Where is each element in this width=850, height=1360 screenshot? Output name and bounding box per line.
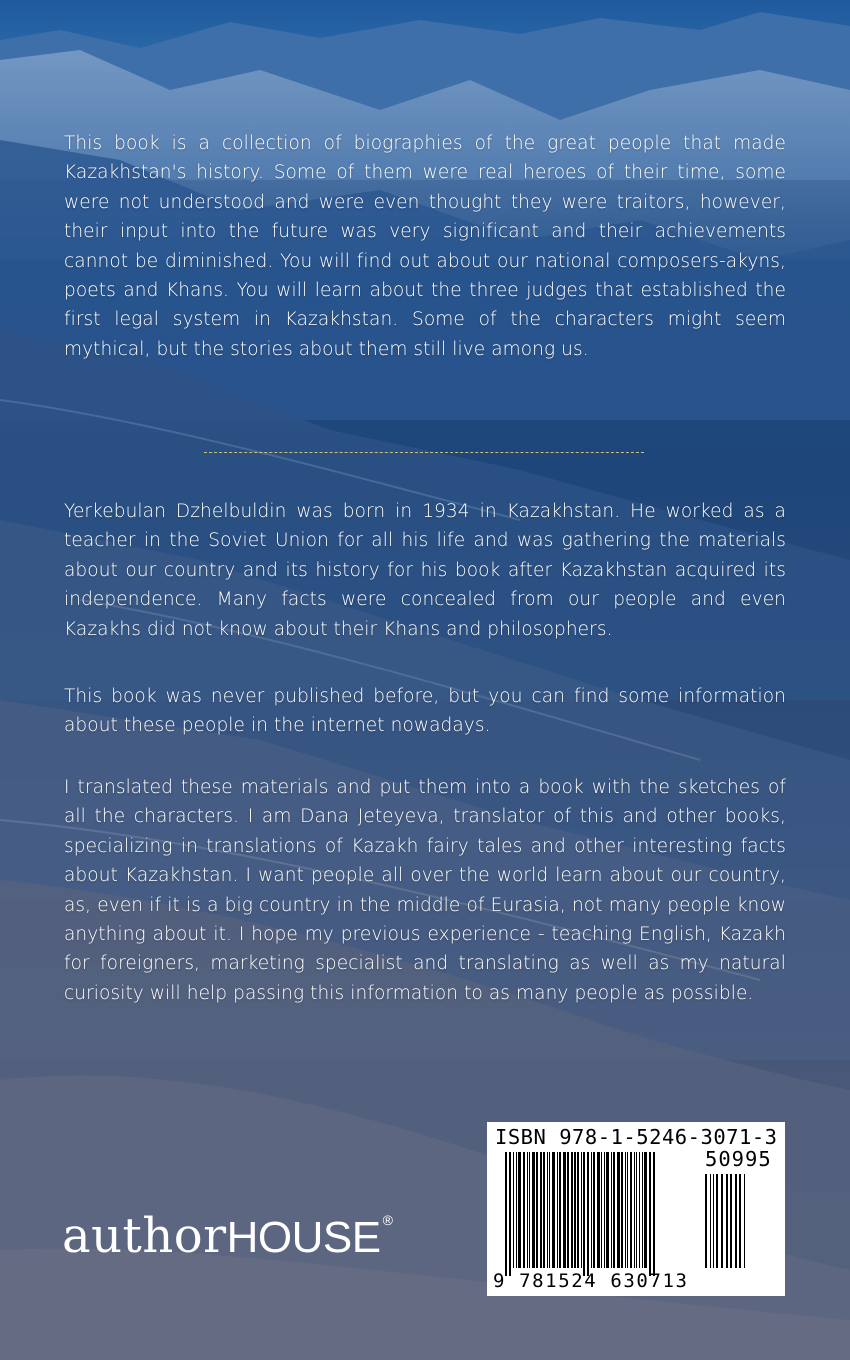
barcode-bar <box>540 1152 542 1268</box>
translator-note: I translated these materials and put them into a book with the sketches of all the characters. I am Dana Jeteyeva, translator of this and other books, specializing in translations of Kazakh fairy tales and other interesting facts about Kazakhstan. I want people all over the world learn about our country, as, even if it is a big country in the middle of Eurasia, not many people know anything about it. I hope my previous experience - teaching English, Kazakh for foreigners, marketing specialist and translating as well as my natural curiosity will help passing this information to as many people as possible. <box>64 777 786 1004</box>
barcode-bar <box>604 1152 605 1268</box>
book-description: This book is a collection of biographies of the great people that made Kazakhstan's history. Some of them were real heroes of their time, some were not understood and were even thought they were traitors, however, their input into the future was very significant and their achievements cannot be diminished. You will find out about our national composers-akyns, poets and Khans. You will learn about the three judges that established the first legal system in Kazakhstan. Some of the characters might seem mythical, but the stories about them still live among us. <box>64 133 786 360</box>
barcode-bar <box>505 1152 507 1276</box>
barcode-bar <box>735 1174 737 1268</box>
barcode-bar <box>636 1152 637 1268</box>
barcode-bar <box>574 1152 576 1268</box>
barcode-bar <box>527 1152 528 1268</box>
barcode-bar <box>644 1152 647 1268</box>
barcode-bar <box>639 1152 640 1268</box>
publisher-logo-part1: author <box>62 1208 227 1264</box>
barcode-bar <box>617 1152 620 1268</box>
barcode-bar <box>587 1152 589 1276</box>
barcode-bar <box>730 1174 732 1268</box>
barcode-bar <box>716 1174 718 1268</box>
publisher-logo-part2: HOUSE <box>226 1213 381 1262</box>
barcode-bar <box>509 1152 511 1276</box>
barcode-bar <box>543 1152 545 1268</box>
barcode-bar <box>581 1152 582 1268</box>
publisher-logo <box>62 1208 393 1264</box>
barcode-bar <box>547 1152 548 1268</box>
barcode-bar <box>523 1152 525 1268</box>
barcode-bar <box>597 1152 600 1268</box>
barcode-bar <box>649 1152 651 1276</box>
author-bio: Yerkebulan Dzhelbuldin was born in 1934 in Kazakhstan. He worked as a teacher in the Soviet Union for all his life and was gathering the materials about our country and its history for his book after Kazakhstan acquired its independence. Many facts were concealed from our people and even Kazakhs did not know about their Khans and philosophers. <box>64 501 786 640</box>
barcode-bar <box>653 1152 655 1276</box>
barcode-bar <box>710 1174 711 1268</box>
barcode-bar <box>627 1152 628 1268</box>
ean-digits: 9 781524 630713 <box>493 1270 689 1292</box>
barcode-bar <box>611 1152 612 1268</box>
barcode-bar <box>559 1152 561 1268</box>
barcode-bar <box>583 1152 585 1276</box>
barcode-bar <box>606 1152 609 1268</box>
barcode-bar <box>634 1152 635 1268</box>
barcode-bar <box>552 1152 555 1268</box>
barcode-bar <box>621 1152 623 1268</box>
registered-mark: ® <box>382 1212 393 1228</box>
barcode-bar <box>516 1152 517 1268</box>
barcode-bar <box>630 1152 632 1268</box>
barcode-bar <box>532 1152 535 1268</box>
barcode-bar <box>744 1174 745 1268</box>
barcode-bar <box>726 1174 728 1268</box>
barcode-bar <box>713 1174 714 1268</box>
barcode-bar <box>529 1152 530 1268</box>
barcode-bar <box>577 1152 579 1268</box>
barcode-bar <box>642 1152 643 1268</box>
barcode-bar <box>721 1174 723 1268</box>
publication-note: This book was never published before, but you can find some information about these people in the internet nowadays. <box>64 686 786 737</box>
barcode-bar <box>625 1152 626 1268</box>
isbn-barcode <box>487 1122 785 1296</box>
barcode-bar <box>739 1174 741 1268</box>
barcode-bar <box>613 1152 615 1268</box>
barcode-bar <box>557 1152 558 1268</box>
barcode-bar <box>563 1152 566 1268</box>
price-code: 50995 <box>705 1147 772 1171</box>
barcode-bar <box>549 1152 550 1268</box>
barcode-bar <box>601 1152 602 1268</box>
barcode-bar <box>518 1152 521 1268</box>
isbn-text: ISBN 978-1-5246-3071-3 <box>495 1125 778 1149</box>
barcode-bar <box>513 1152 514 1268</box>
barcode-bar <box>705 1174 707 1268</box>
barcode-bar <box>593 1152 595 1268</box>
section-divider <box>204 452 644 453</box>
barcode-bar <box>591 1152 592 1268</box>
barcode-bar <box>536 1152 538 1268</box>
barcode-bar <box>571 1152 573 1268</box>
barcode-bar <box>567 1152 569 1268</box>
